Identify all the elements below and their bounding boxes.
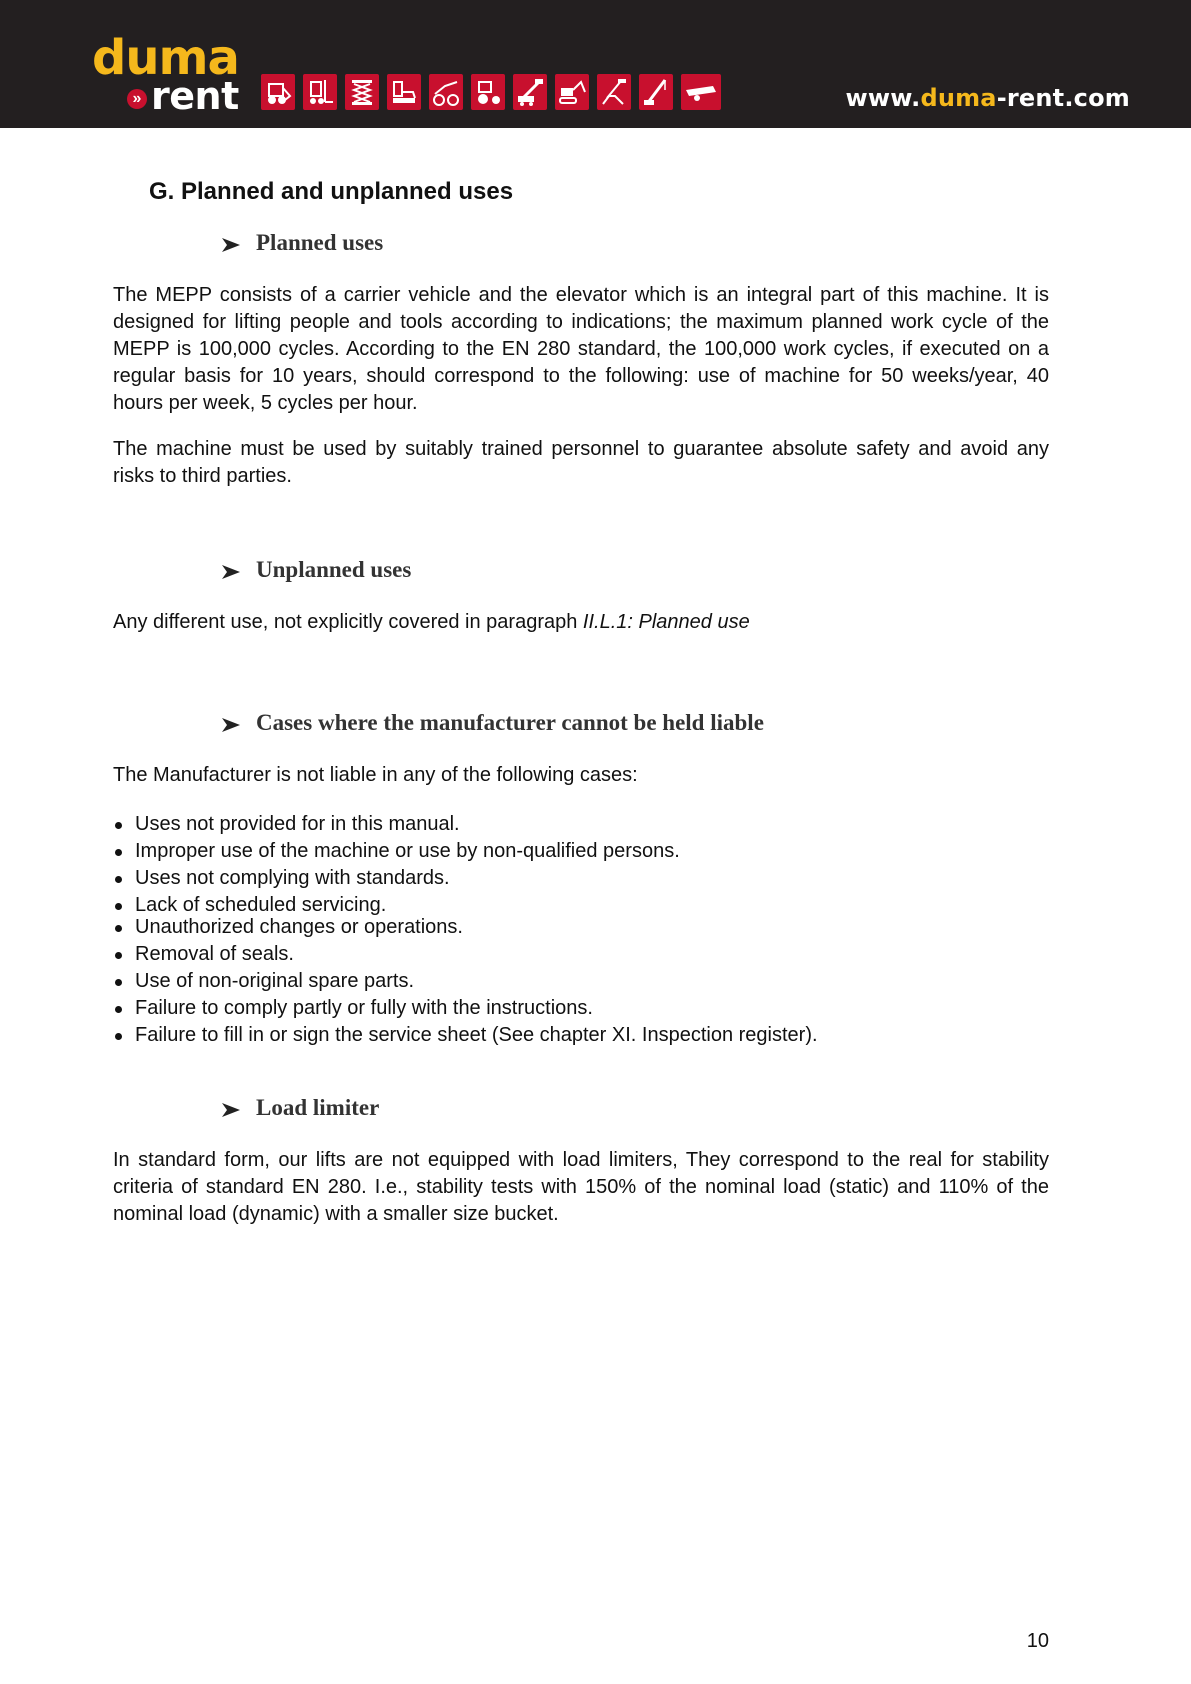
forklift-icon bbox=[303, 74, 337, 110]
list-item: Uses not provided for in this manual. bbox=[113, 811, 1013, 838]
telehandler-icon bbox=[429, 74, 463, 110]
spider-lift-icon bbox=[597, 74, 631, 110]
list-item: Failure to fill in or sign the service sheet (See chapter XI. Inspection register). bbox=[113, 1022, 1013, 1049]
skid-steer-icon bbox=[261, 74, 295, 110]
list-item: Lack of scheduled servicing. bbox=[113, 892, 1013, 914]
load-limiter-paragraph: In standard form, our lifts are not equipped with load limiters, They correspond to the real for stability criteria of standard EN 280. I.e., stability tests with 150% of the nominal load (static) and 110% of the nominal load (dynamic) with a smaller size bucket. bbox=[113, 1149, 1049, 1225]
subheading-liability: Cases where the manufacturer cannot be held liable bbox=[220, 710, 764, 736]
logo-duma-text: duma bbox=[92, 30, 239, 86]
training-paragraph: The machine must be used by suitably trained personnel to guarantee absolute safety and avoid any risks to third parties. bbox=[113, 438, 1049, 487]
page-header bbox=[0, 0, 1191, 128]
liability-list bbox=[113, 811, 1013, 1049]
tractor-icon bbox=[471, 74, 505, 110]
unplanned-uses-paragraph: Any different use, not explicitly covered in paragraph II.L.1: Planned use bbox=[113, 611, 750, 633]
arrowhead-bullet-icon bbox=[220, 236, 246, 254]
planned-uses-paragraph: The MEPP consists of a carrier vehicle and the elevator which is an integral part of this machine. It is designed for lifting people and tools according to indications; the maximum planned work cycle of the MEPP is 100,000 cycles. According to the EN 280 standard, the 100,000 work cycles, if executed on a regular basis for 10 years, should correspond to the following: use of machine for 50 weeks/year, 40 hours per week, 5 cycles per hour. bbox=[113, 284, 1049, 414]
subheading-load-limiter: Load limiter bbox=[220, 1095, 379, 1121]
list-item: Uses not complying with standards. bbox=[113, 865, 1013, 892]
excavator-icon bbox=[555, 74, 589, 110]
list-item: Unauthorized changes or operations. bbox=[113, 914, 1013, 941]
subheading-planned-uses: Planned uses bbox=[220, 230, 383, 256]
subheading-unplanned-uses: Unplanned uses bbox=[220, 557, 411, 583]
arrowhead-bullet-icon bbox=[220, 1101, 246, 1119]
list-item: Failure to comply partly or fully with the instructions. bbox=[113, 995, 1013, 1022]
section-title: G. Planned and unplanned uses bbox=[149, 178, 514, 205]
logo-arrow-icon: » bbox=[127, 89, 147, 109]
paragraph-reference: II.L.1: Planned use bbox=[582, 611, 750, 633]
page-number: 10 bbox=[1026, 1630, 1049, 1652]
liability-intro: The Manufacturer is not liable in any of the following cases: bbox=[113, 764, 638, 786]
mini-loader-icon bbox=[387, 74, 421, 110]
list-item: Removal of seals. bbox=[113, 941, 1013, 968]
arrowhead-bullet-icon bbox=[220, 563, 246, 581]
website-url: www.duma-rent.com bbox=[845, 84, 1130, 112]
crane-icon bbox=[639, 74, 673, 110]
list-item: Improper use of the machine or use by non-qualified persons. bbox=[113, 838, 1013, 865]
boom-lift-icon bbox=[513, 74, 547, 110]
trailer-icon bbox=[681, 74, 721, 110]
logo-rent-text: rent bbox=[151, 74, 239, 118]
scissor-lift-icon bbox=[345, 74, 379, 110]
arrowhead-bullet-icon bbox=[220, 716, 246, 734]
list-item: Use of non-original spare parts. bbox=[113, 968, 1013, 995]
